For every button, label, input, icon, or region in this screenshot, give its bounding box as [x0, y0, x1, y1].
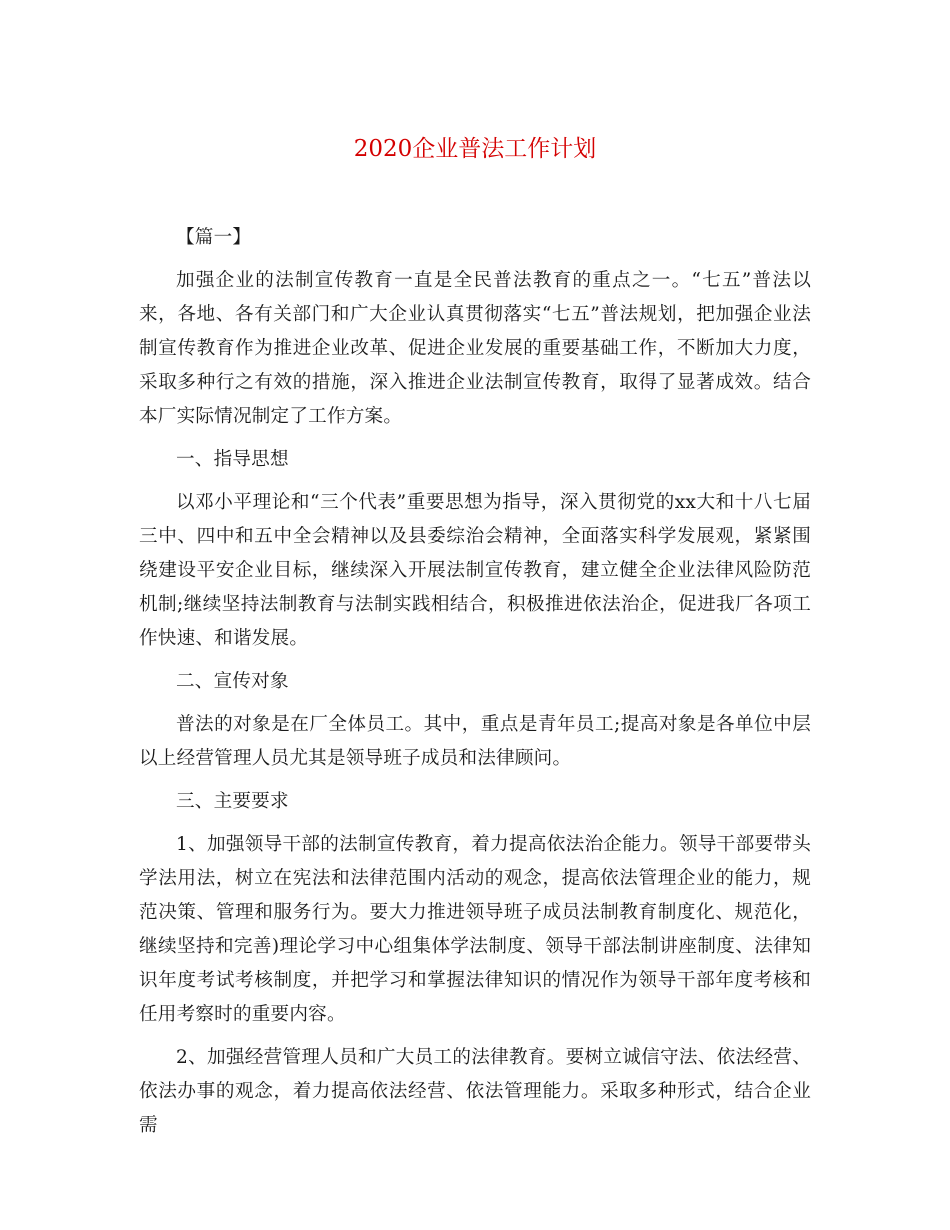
- section-heading-target-audience: 二、宣传对象: [176, 671, 289, 692]
- document-title: 2020企业普法工作计划: [353, 136, 597, 162]
- intro-paragraph: 加强企业的法制宣传教育一直是全民普法教育的重点之一。“七五”普法以来，各地、各有关部门和广大企业认真贯彻落实“七五”普法规划，把加强企业法制宣传教育作为推进企业改革、促进企业发展的重要基础工作，不断加大力度，采取多种行之有效的措施，深入推进企业法制宣传教育，取得了显著成效。结合本厂实际情况制定了工作方案。: [139, 270, 811, 427]
- section-heading-guiding-ideology: 一、指导思想: [176, 449, 289, 470]
- part-heading: 【篇一】: [176, 227, 252, 248]
- target-audience-paragraph: 普法的对象是在厂全体员工。其中，重点是青年员工;提高对象是各单位中层以上经营管理人员尤其是领导班子成员和法律顾问。: [139, 714, 811, 769]
- requirement-2-paragraph: 2、加强经营管理人员和广大员工的法律教育。要树立诚信守法、依法经营、依法办事的观念，着力提高依法经营、依法管理能力。采取多种形式，结合企业需: [139, 1047, 811, 1136]
- requirement-1-paragraph: 1、加强领导干部的法制宣传教育，着力提高依法治企能力。领导干部要带头学法用法，树立在宪法和法律范围内活动的观念，提高依法管理企业的能力，规范决策、管理和服务行为。要大力推进领导班子成员法制教育制度化、规范化，继续坚持和完善)理论学习中心组集体学法制度、领导干部法制讲座制度、法律知识年度考试考核制度，并把学习和掌握法律知识的情况作为领导干部年度考核和任用考察时的重要内容。: [139, 834, 811, 1025]
- guiding-ideology-paragraph: 以邓小平理论和“三个代表”重要思想为指导，深入贯彻党的xx大和十八七届三中、四中和五中全会精神以及县委综治会精神，全面落实科学发展观，紧紧围绕建设平安企业目标，继续深入开展法制宣传教育，建立健全企业法律风险防范机制;继续坚持法制教育与法制实践相结合，积极推进依法治企，促进我厂各项工作快速、和谐发展。: [139, 492, 811, 649]
- section-heading-main-requirements: 三、主要要求: [176, 791, 289, 812]
- document-body: [139, 221, 811, 1152]
